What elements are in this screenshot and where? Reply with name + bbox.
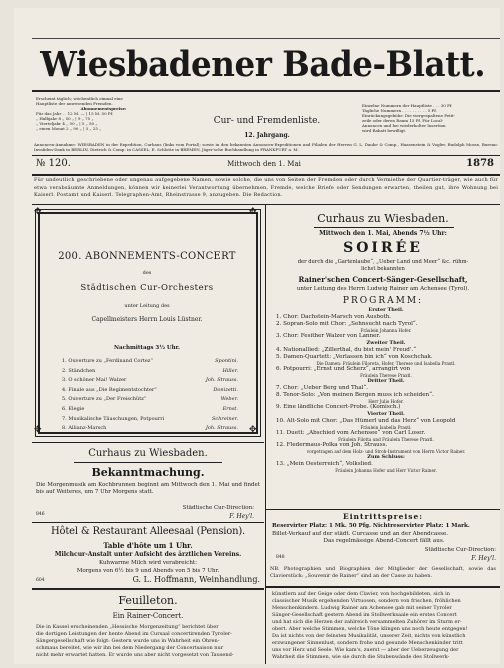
part-title: Dritter Theil.: [367, 378, 405, 384]
ad-number: 604: [36, 578, 45, 583]
curhaus-title: Curhaus zu Wiesbaden.: [88, 448, 208, 459]
text-line: Sänger-Gesellschaft gestern Abend im Stollwerksaale ein erstes Concert: [272, 612, 457, 618]
newspaper-page: [14, 8, 500, 664]
rule: [32, 522, 264, 523]
volume: 12. Jahrgang.: [244, 132, 290, 139]
subtitle: Cur- und Fremdenliste.: [213, 116, 321, 126]
info-line: „ einen Monat 2 „ 90 „ | 3 „ 25 „: [36, 126, 102, 131]
program-item: 7. Chor: „Ueber Berg und Thal“.: [276, 385, 369, 391]
column-divider: [265, 205, 266, 664]
masthead: Wiesbadener Bade-Blatt.: [40, 44, 486, 85]
info-line: Tägliche Nummern . . . . . . . . . . 5 Pf.: [362, 108, 437, 113]
bekanntmachung-heading: Bekanntmachung.: [91, 466, 205, 479]
program-item: 7. Musikalische Täuschungen, Potpourri Schreiner.: [62, 415, 238, 422]
concert-time: Nachmittags 3½ Uhr.: [114, 345, 180, 351]
program-item: 11. Duett: „Abschied vom Achensee“ von Carl Loser.: [276, 430, 426, 436]
info-line: zeile oder deren Raum 15 Pf. Für Local-: [362, 118, 444, 123]
price-line: Reservirter Platz: 1 Mk. 50 Pfg. Nichtreservirter Platz: 1 Mark.: [272, 523, 470, 529]
cur-direction-sign: F. Hey'l.: [229, 513, 254, 520]
rule: [32, 155, 500, 156]
corner-ornament-icon: ✥: [249, 207, 257, 217]
text-line: die dortigen Leistungen der hente Abend im Cursaal concertirenden Tyroler-: [36, 631, 232, 637]
program-item: 13. „Mein Oesterreich“, Volkslied.: [276, 461, 373, 467]
hotel-title: Hôtel & Restaurant Alleesaal (Pension).: [50, 526, 245, 537]
program-item: 3. O schöner Mai! Walzer Joh. Strauss.: [62, 377, 238, 384]
hotel-line: Kuhwarme Milch wird verabreicht:: [99, 560, 197, 566]
issue-date: Mittwoch den 1. Mai: [227, 160, 301, 168]
program-item: 1. Ouverture zu „Ferdinand Cortez“ Spontini.: [62, 358, 238, 364]
corner-ornament-icon: ✥: [34, 425, 42, 435]
corner-ornament-icon: ✥: [34, 207, 42, 217]
programm-heading: PROGRAMM:: [342, 296, 424, 306]
performer: Fräulein Isabella Praxtl.: [360, 425, 412, 430]
text-line: nicht mehr erwartet hatten. Er wurde uns aber nicht vorgesetzt von Tausend-: [36, 652, 234, 658]
program-item: 2. Ständchen Hiller.: [62, 367, 238, 374]
ad-number: 846: [36, 512, 45, 517]
performer: Fräulein Filotta und Fräulein Therese Praxtl.: [338, 437, 434, 442]
short-rule: [74, 462, 222, 463]
hotel-line: Milchcur-Anstalt unter Aufsicht des ärztlichen Vereins.: [54, 551, 242, 558]
text-line: obert. Aber welche Stimmen, welche Töne klingen uns noch heute entgegen!: [272, 626, 468, 632]
program-item: 5. Ouverture zu „Der Freischütz“ Weber.: [62, 396, 238, 403]
text-line: classischer Musik ergehenden Virtuosen, sondern von frischen, fröhlichen: [272, 598, 461, 604]
part-title: Vierter Theil.: [367, 411, 405, 417]
concert-orchestra: Städtischen Cur-Orchesters: [80, 283, 214, 293]
text-line: erzwungener Sinnenlust, sondern frohe und gesunde Menschenkinder tritt: [272, 640, 463, 646]
price-line: Das regelmässige Abend-Concert fällt aus.: [323, 538, 445, 544]
soiree-date: Mittwoch den 1. Mai, Abends 7½ Uhr:: [319, 230, 447, 237]
rule: [32, 442, 264, 443]
concert-leitung: unter Leitung des: [124, 303, 170, 309]
program-item: 4. Nationallied: „Zillerthal, du bist mein' Freud'.“: [276, 347, 417, 353]
concert-title: 200. ABONNEMENTS-CONCERT: [58, 251, 236, 262]
cur-direction: Städtische Cur-Direction:: [424, 547, 496, 553]
editorial-notice: Für undeutlich geschriebene oder ungenau aufgegebene Namen, sowie solche, die uns von Seiten der Fremden oder durch Vermiethe der Quartier-träger, wie auch für etwa verabsäumte Anmeldungen, können wir keinerlei Verantwortung übernehmen. Fremde, welche Briefe oder Sendungen erwarten, theilen gut, ihre Wohnung bei Kaiserl. Postamt und Kaiserl. Telegraphen-Amt, Rheinstrasse 9, anzugeben. Die Redaction.: [34, 177, 498, 198]
annoncen-annahme: Annoncen-Annahme: WIESBADEN in der Expedition, Curhaus (links vom Portal); sowie in den bekannten Annoncen-Expeditionen und Filialen der Herren G. L. Daube & Comp., Haasenstein & Vogler, Rudolph Mosse, Bureau: Invaliden-Dank in BERLIN, Dietrich & Comp. in CASSEL, E. Schlotte in BREMEN, Jäger'sche Buchhandlung in FRANKFURT a. M.: [34, 142, 498, 152]
price-info: [362, 103, 498, 133]
feuilleton-continued: [272, 591, 496, 661]
program-item: 6. Elegie Ernst.: [62, 405, 238, 412]
issue-year: 1878: [466, 158, 494, 169]
performer: Die Damen: Fräulein Filoreta, Hofer, Therese und Isabella Praxtl.: [316, 361, 456, 366]
concert-conductor: Capellmeisters Herrn Louis Lüstner.: [91, 316, 203, 323]
rule: [32, 204, 500, 205]
rule: [266, 586, 500, 588]
program-item: 3. Chor: Fesither Walzer von Lanner.: [276, 333, 381, 339]
cur-direction: Städtische Cur-Direction:: [182, 505, 254, 511]
concert-des: des: [142, 270, 152, 276]
info-line: Hauptliste der anwesenden Fremden.: [36, 101, 113, 106]
program-item: 4. Finale aus „Die Regimentstochter“ Donizetti.: [62, 386, 238, 393]
part-title: Erster Theil.: [368, 307, 404, 313]
info-line: „ Halbjahr 8 „ 50 „ | 9 „ 75 „: [36, 116, 94, 121]
hotel-sign: G. L. Hoffmann, Weinhandlung.: [132, 575, 260, 584]
issue-number: № 120.: [36, 158, 71, 169]
info-line: „ Vierteljahr 4 „ 50 „ | 5 „ 50 „: [36, 121, 98, 126]
nb-note: NB. Photographien und Biographien der Mitglieder der Gesellschaft, sowie das Clavierstück: „Souvenir de Rainer“ sind an der Casse zu haben.: [270, 566, 496, 579]
program-item: 10. Alt-Solo mit Chor: „Das Hümerl und das Herz“ von Leopold: [276, 418, 456, 424]
info-line: Einzelne Nummern der Hauptliste . . . 30 Pf.: [362, 103, 453, 108]
bekanntmachung-text: Die Morgenmusik am Kochbrunnen beginnt am Mittwoch den 1. Mai und findet bis auf Weiteres, um 7 Uhr Morgens statt.: [36, 482, 260, 495]
text-line: Sängergesellschaft wie folgt: Gestern wurde uns in Wahrheit ein Ohren-: [36, 638, 220, 644]
info-line: Erscheint täglich; wöchentlich einmal eine: [36, 96, 123, 101]
short-rule: [314, 227, 454, 228]
hotel-line: Table d'hôte um 1 Uhr.: [103, 541, 193, 550]
info-line: Einrückungsgebühr: Die viergespaltene Petit-: [362, 113, 455, 118]
rainer-society: Rainer'schen Concert-Sänger-Gesellschaft,: [298, 275, 468, 284]
program-item: 1. Chor: Dachstein-Marsch von Ausboth.: [276, 314, 392, 320]
feuilleton-title: Feuilleton.: [118, 594, 178, 607]
subscription-info: [36, 96, 171, 131]
program-item: 2. Sopran-Solo mit Chor: „Sehnsucht nach Tyrol“.: [276, 321, 418, 327]
concert-program: [62, 357, 238, 434]
text-line: Wahrheit die Stimmen, wie sie durch die Stubenwände des Stollwerk-: [272, 654, 450, 660]
performer: Herr Julio Hofer.: [368, 399, 404, 404]
performer: Fräulein Therese Praxtl.: [360, 373, 412, 378]
text-line: Da ist nichts von der feinsten Musikalität, unserer Zeit, nichts von künstlich: [272, 633, 466, 639]
text-line: und hat sich die Herzen der zahlreich versammelten Zuhörer im Sturm er-: [272, 619, 462, 625]
rule: [266, 509, 500, 510]
cur-direction-sign: F. Hey'l.: [471, 555, 496, 562]
text-line: Menschenkindern. Ludwig Rainer am Achensee gab mit seiner Tyroler: [272, 605, 452, 611]
feuilleton-text: [36, 624, 262, 659]
text-line: schmaus bereitet, wie wir ihn bei dem Niedergang der Concertsaison nur: [36, 645, 224, 651]
performer: vorgetragen auf dem Holz- und Stroh-Instrument von Herrn Victor Rainer.: [306, 449, 466, 454]
rule: [32, 588, 264, 590]
text-line: künstlern auf der Geige oder dem Clavier, von hochgebildeten, sich in: [272, 591, 450, 597]
corner-ornament-icon: ✥: [249, 425, 257, 435]
curhaus-right-title: Curhaus zu Wiesbaden.: [317, 212, 449, 225]
program-item: 5. Damen-Quartett: „Verlassen bin ich“ von Koschchak.: [276, 354, 433, 360]
info-line: Annoncen und bei wiederholter Insertion: [362, 123, 446, 128]
soiree-title: SOIRÉE: [343, 240, 423, 256]
part-title: Zum Schluss:: [367, 454, 405, 460]
prices: [272, 523, 496, 546]
ad-number: 848: [276, 555, 285, 560]
issue-line: [34, 158, 498, 172]
soiree-program: [276, 307, 496, 473]
part-title: Zweiter Theil.: [366, 340, 406, 346]
info-line: Für das Jahr . . 12 M. — | 15 M. 50 Pf.: [36, 111, 114, 116]
program-item: 12. Fledermaus-Polka von Joh. Strauss.: [276, 442, 388, 448]
rainer-leader: unter Leitung des Herrn Ludwig Rainer am Achensee (Tyrol).: [296, 286, 470, 292]
rule: [32, 174, 500, 176]
program-item: 8. Tenor-Solo: „Von meinen Bergen muss ich scheiden“.: [276, 392, 434, 398]
program-item: 9. Eine ländliche Concert-Probe. (Komisch.): [276, 404, 401, 410]
masthead-rule: [32, 90, 500, 92]
top-rule: [32, 38, 500, 39]
text-line: Die in Kassel erscheinenden „Hessische Morgenzeitung“ berichtet über: [36, 624, 219, 630]
info-line: Abonnementspreise:: [80, 106, 127, 111]
hotel-line: Morgens von 6½ bis 9 und Abends von 5 bis 7 Uhr.: [76, 568, 220, 574]
soiree-intro: der durch die „Gartenlaube“, „Ueber Land und Meer“ &c. rühm-: [297, 259, 469, 265]
short-rule: [124, 609, 172, 610]
program-item: 8. Allianz-Marsch Joh. Strauss.: [62, 425, 238, 432]
performer: Fräulein Johanna Hofer.: [360, 328, 412, 333]
feuilleton-subtitle: Ein Rainer-Concert.: [112, 612, 184, 620]
program-item: 6. Potpourri: „Ernst und Scherz“, arrangirt von: [276, 366, 411, 372]
soiree-intro: lichst bekannten: [361, 266, 405, 272]
text-line: uns vor Herz und Seele. Wie kam's, zuerst — aber der Ueberzeugung der: [272, 647, 459, 653]
price-line: Billet-Verkauf auf der städt. Curcasse und an der Abendcasse.: [272, 530, 449, 537]
performer: Fräulein Johanna Hofer und Herr Victor Rainer.: [335, 468, 437, 473]
info-line: wird Rabatt bewilligt.: [362, 128, 407, 133]
prices-title: Eintrittspreise:: [342, 512, 423, 521]
